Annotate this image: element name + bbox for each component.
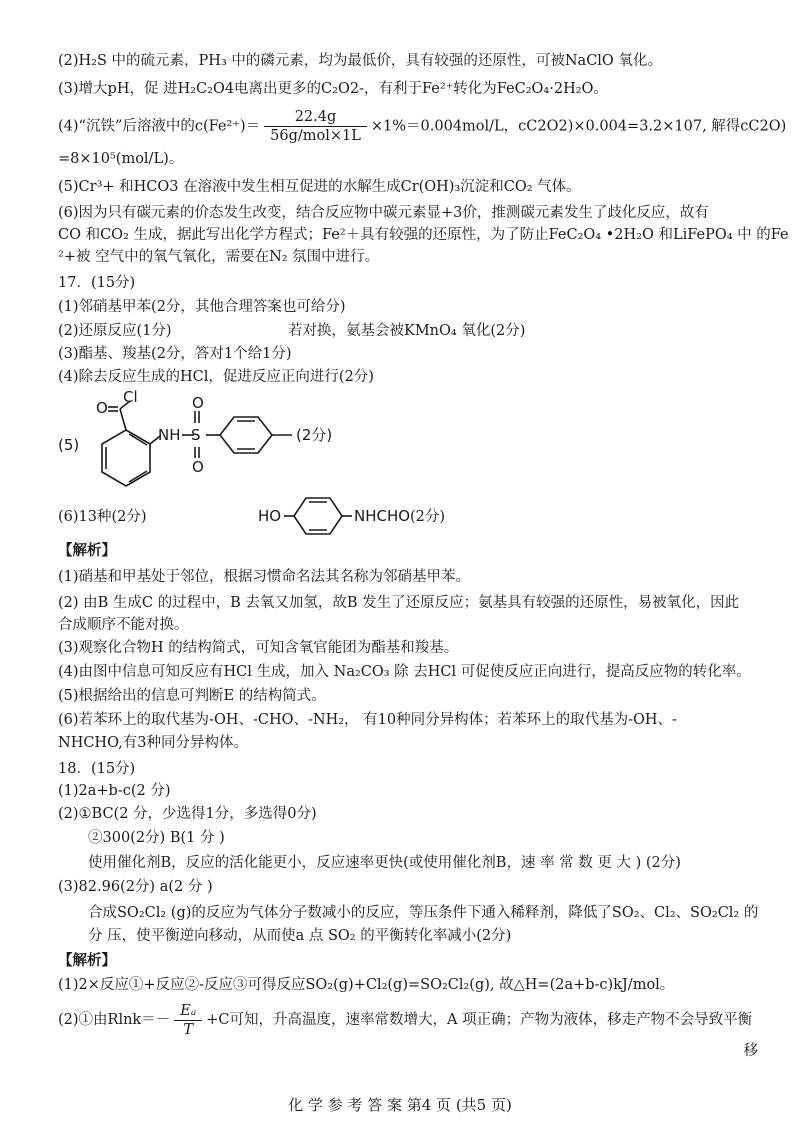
score-label: (2分)	[410, 509, 446, 525]
answer-line: (1)2a+b-c(2 分)	[58, 783, 171, 799]
atom-oxygen: O	[192, 458, 204, 476]
question-heading: 17．(15分)	[58, 275, 136, 291]
atom-sulfur: S	[191, 426, 201, 444]
fraction-numerator: 22.4g	[264, 108, 367, 127]
answer-line: (4)除去反应生成的HCl，促进反应正向进行(2分)	[58, 369, 374, 385]
section-heading: 【解析】	[58, 952, 116, 969]
text-line: CO 和CO₂ 生成，据此写出化学方程式；Fe²＋具有较强的还原性，为了防止FeC₂O₄ •2H₂O 和LiFePO₄ 中 的Fe	[58, 227, 789, 243]
score-label: (2分)	[296, 426, 333, 444]
text-line: (6)因为只有碳元素的价态发生改变，结合反应物中碳元素显+3价，推测碳元素发生了歧化反应，故有	[58, 205, 709, 221]
section-heading: 【解析】	[58, 542, 116, 559]
text-line: (5)Cr³+ 和HCO3 在溶液中发生相互促进的水解生成Cr(OH)₃沉淀和CO₂ 气体。	[58, 179, 581, 195]
fraction-numerator: Eₐ	[174, 1002, 202, 1021]
fraction-denominator: T	[183, 1021, 194, 1038]
atom-oxygen: O	[192, 394, 204, 412]
question-heading: 18．(15分)	[58, 761, 136, 777]
answer-line: 使用催化剂B，反应的活化能更小，反应速率更快(或使用催化剂B，速 率 常 数 更 大 ) (2分)	[88, 855, 681, 871]
structure-5-label: (5)	[58, 436, 80, 454]
answer-part: 若对换，氨基会被KMnO₄ 氧化(2分)	[288, 323, 526, 339]
atom-chlorine: Cl	[123, 388, 138, 406]
explanation-line: (5)根据给出的信息可判断E 的结构简式。	[58, 688, 326, 704]
formula-line	[58, 108, 787, 145]
explanation-line: NHCHO,有3种同分异构体。	[58, 735, 248, 751]
fraction	[264, 108, 367, 145]
answer-line: (2)①BC(2 分，少选得1分，多选得0分)	[58, 806, 317, 822]
fraction	[174, 1002, 202, 1039]
explanation-line: (6)若苯环上的取代基为-OH、-CHO、-NH₂， 有10种同分异构体；若苯环上的取代基为-OH、-	[58, 712, 677, 728]
atom-nh: NH	[158, 426, 181, 444]
text-line: (3)增大pH，促 进H₂C₂O4电离出更多的C₂O2-，有利于Fe²⁺转化为FeC₂O₄·2H₂O。	[58, 81, 608, 97]
explanation-line: (3)观察化合物H 的结构简式，可知含氧官能团为酯基和羧基。	[58, 640, 459, 656]
text-line: (2)H₂S 中的硫元素，PH₃ 中的磷元素，均为最低价，具有较强的还原性，可被NaClO 氧化。	[58, 53, 662, 69]
fraction-denominator: 56g/mol×1L	[270, 128, 361, 144]
text-line: =8×10⁵(mol/L)。	[58, 151, 184, 167]
answer-line: (3)酯基、羧基(2分，答对1个给1分)	[58, 346, 292, 362]
text-line: ²+被 空气中的氧气氧化，需要在N₂ 氛围中进行。	[58, 249, 380, 265]
text-line: 移	[743, 1043, 758, 1059]
explanation-line: (2) 由B 生成C 的过程中，B 去氧又加氢，故B 发生了还原反应；氨基具有较强的还原性，易被氧化，因此	[58, 595, 740, 611]
atom-oxygen: O	[96, 399, 108, 417]
answer-line: 合成SO₂Cl₂ (g)的反应为气体分子数减小的反应，等压条件下通入稀释剂，降低了SO₂、Cl₂、SO₂Cl₂ 的	[88, 905, 759, 921]
explanation-line: (4)由图中信息可知反应有HCl 生成，加入 Na₂CO₃ 除 去HCl 可促使反应正向进行，提高反应物的转化率。	[58, 664, 751, 680]
formula-prefix: (4)“沉铁”后溶液中的c(Fe²⁺)＝	[58, 118, 261, 135]
formula-prefix: (2)①由Rlnk＝－	[58, 1012, 171, 1028]
explanation-line: (1)硝基和甲基处于邻位，根据习惯命名法其名称为邻硝基甲苯。	[58, 569, 471, 585]
answer-line: 分 压，使平衡逆向移动，从而使a 点 SO₂ 的平衡转化率减小(2分)	[88, 928, 512, 944]
explanation-line: (1)2×反应①+反应②-反应③可得反应SO₂(g)+Cl₂(g)=SO₂Cl₂(g), 故△H=(2a+b-c)kJ/mol。	[58, 977, 675, 993]
answer-line: (1)邻硝基甲苯(2分，其他合理答案也可给分)	[58, 299, 346, 315]
formula-suffix: ×1%＝0.004mol/L，cC2O2)×0.004=3.2×107, 解得cC2O)	[370, 118, 787, 135]
page-footer: 化 学 参 考 答 案 第4 页 (共5 页)	[288, 1096, 512, 1114]
explanation-line: 合成顺序不能对换。	[58, 617, 189, 633]
answer-line: (6)13种(2分)	[58, 509, 147, 525]
formula-line	[58, 1000, 760, 1040]
atom-ho: HO	[258, 507, 282, 525]
answer-line	[58, 320, 760, 342]
formula-suffix: +C可知，升高温度，速率常数增大，A 项正确；产物为液体，移走产物不会导致平衡	[206, 1012, 753, 1028]
atom-nhcho: NHCHO	[354, 507, 411, 525]
answer-line: ②300(2分) B(1 分 )	[88, 830, 225, 846]
answer-line: (3)82.96(2分) a(2 分 )	[58, 879, 213, 895]
answer-part: (2)还原反应(1分)	[58, 323, 172, 339]
